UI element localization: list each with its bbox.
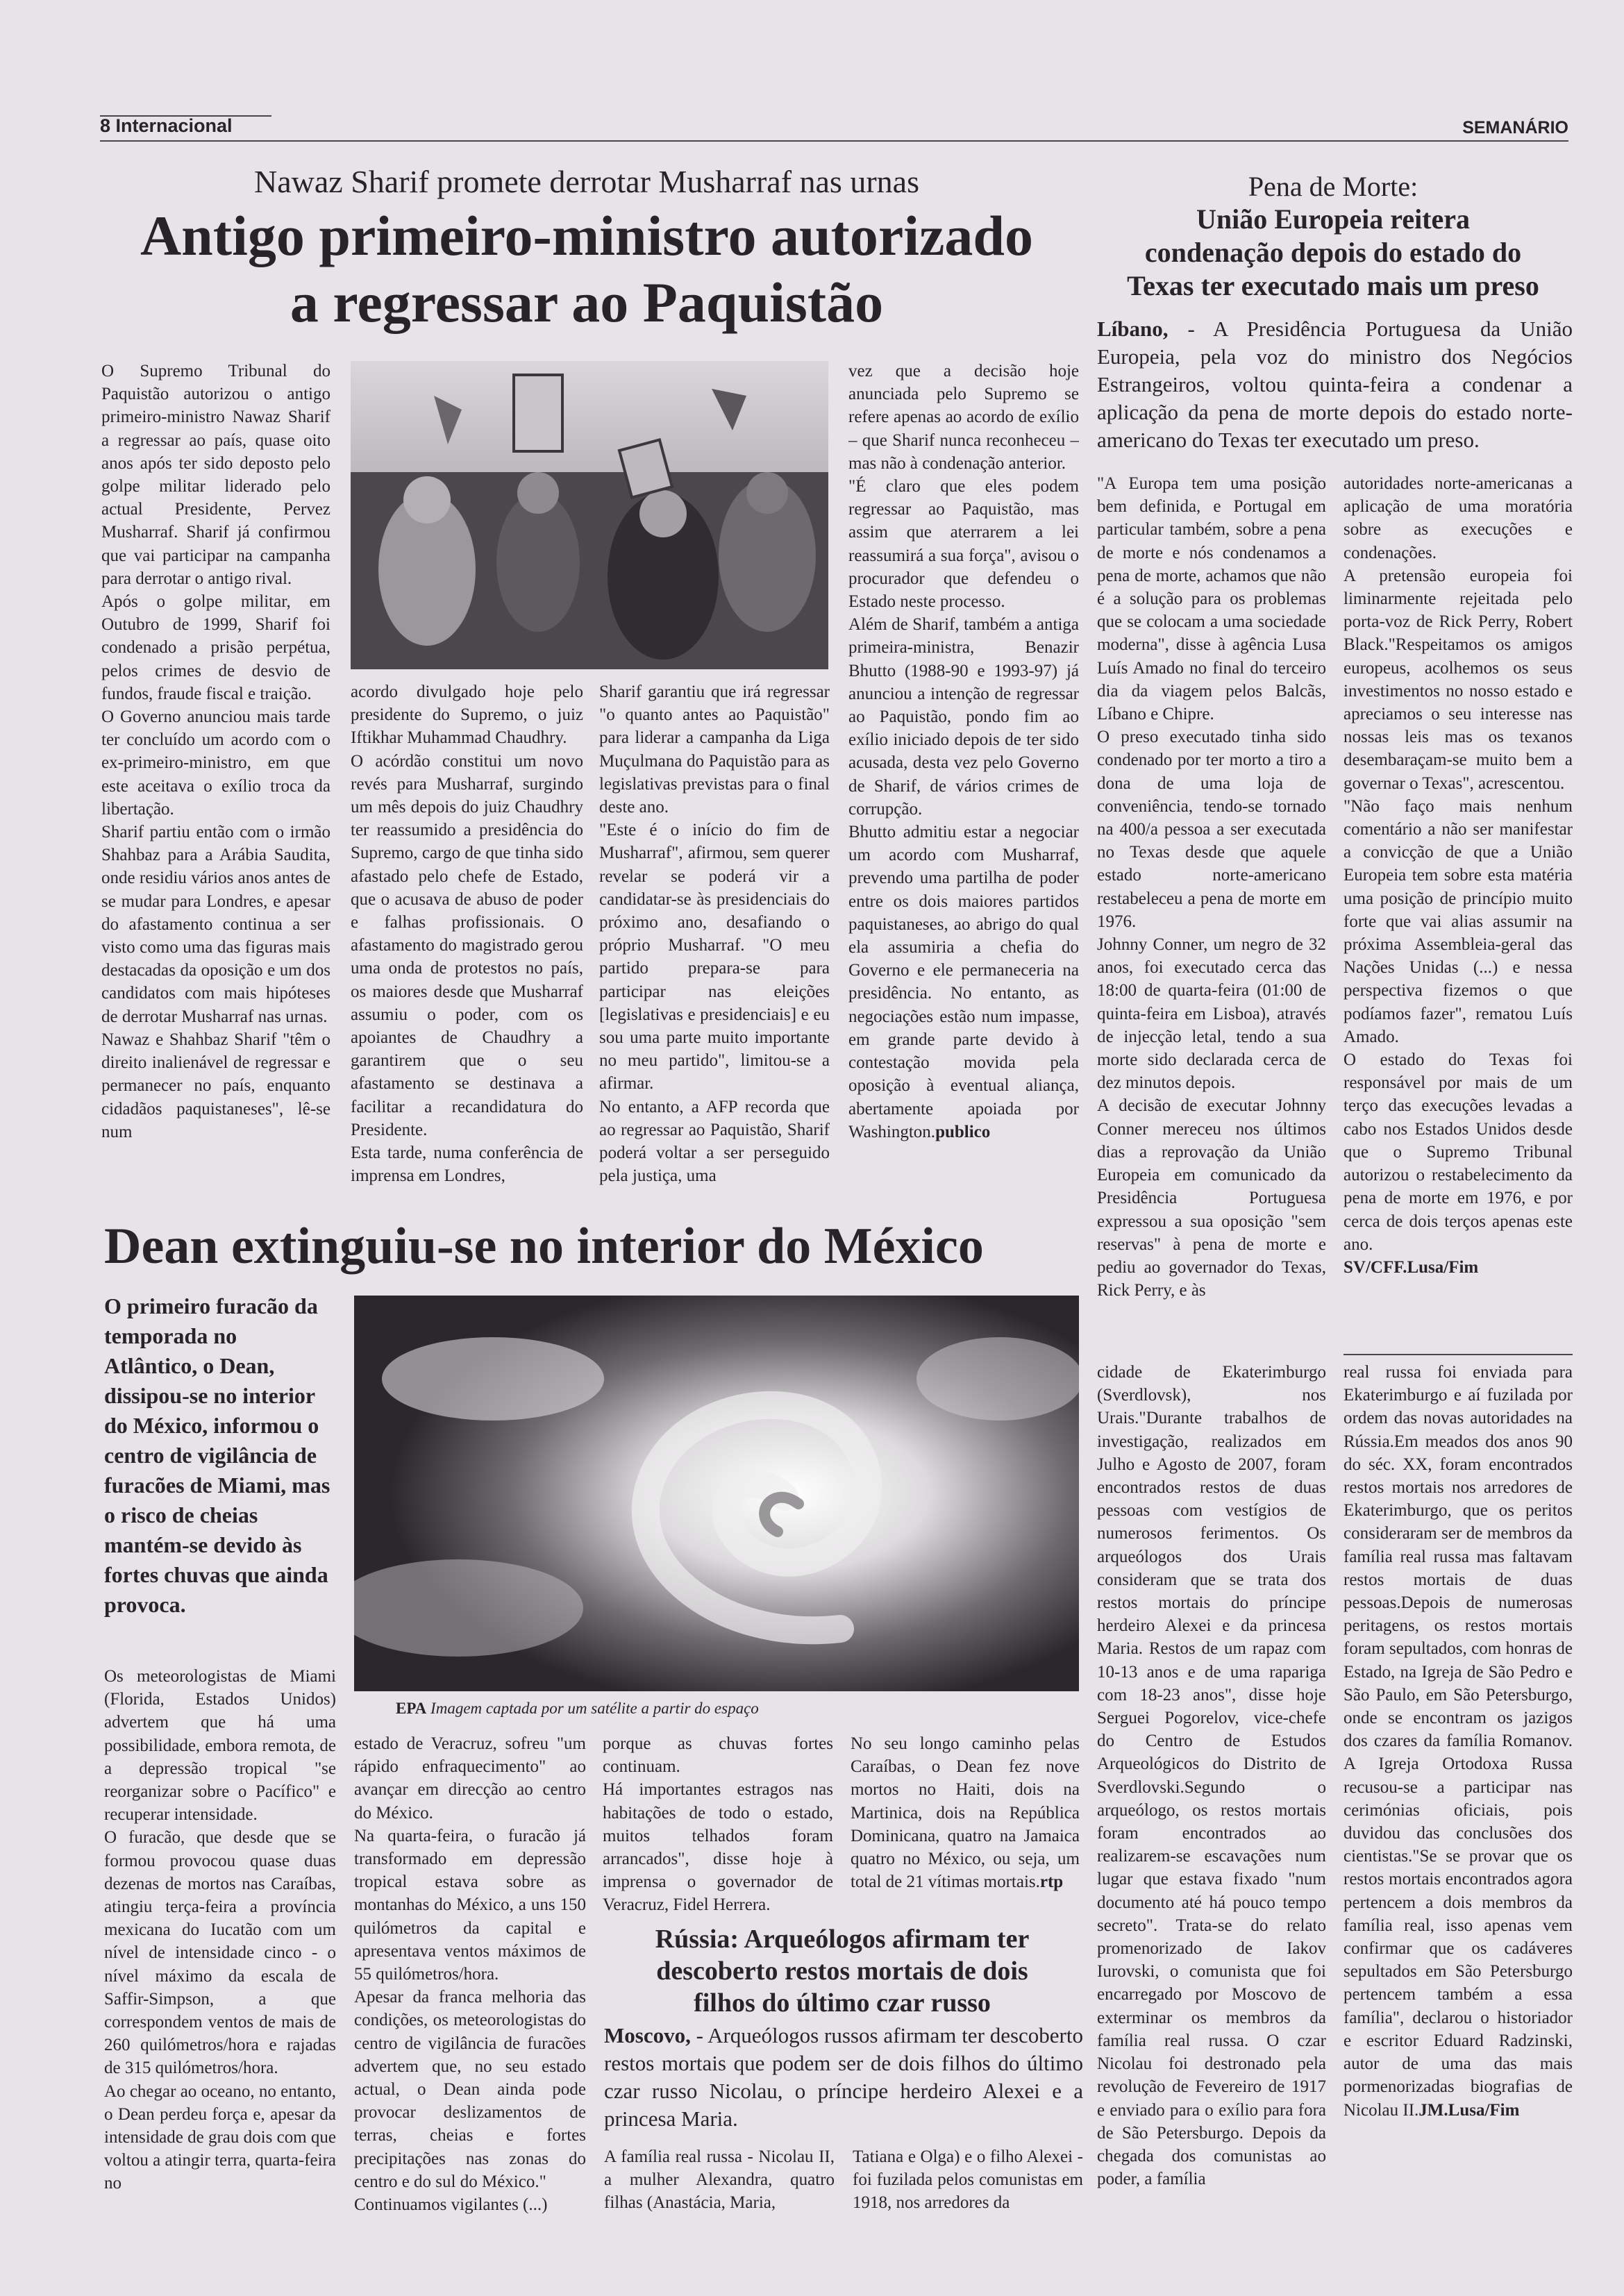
paragraph: Após o golpe militar, em Outubro de 1999, Sharif foi condenado a prisão perpétua, pelos crimes de desvio de fundos, fraude fiscal e traição. [101,592,330,703]
russia-column-2 [853,2145,1083,2222]
paragraph: A decisão de executar Johnny Conner mereceu nos últimos dias a reprovação da União Europeia em comunicado da Presidência Portuguesa expressou a sua oposição "sem reservas" à pena de morte e pediu ao governador do Texas, Rick Perry, e às [1097,1096,1326,1300]
paragraph: Além de Sharif, também a antiga primeira-ministra, Benazir Bhutto (1988-90 e 1993-97) já anunciou a intenção de regressar ao Paquistão, pondo fim ao exílio iniciado depois de ter sido acusada, desta vez pelo Governo de Sharif, de vários crimes de corrupção. [848,615,1079,819]
russia-column-1 [604,2145,835,2222]
satellite-caption [396,1700,759,1718]
paragraph: Sharif garantiu que irá regressar "o quanto antes ao Paquistão" para liderar a campanha da Liga Muçulmana do Paquistão para as legislativas previstas para o final deste ano. [599,682,830,817]
dean-column-4 [851,1732,1080,1920]
death-penalty-column-1 [1097,472,1326,1352]
paragraph [851,1732,1080,1893]
paragraph: Nawaz e Shahbaz Sharif "têm o direito inalienável de regressar e permanecer no país, enquanto cidadãos paquistaneses", lê-se num [101,1030,330,1141]
paragraph: Tatiana e Olga) e o filho Alexei - foi fuzilada pelos comunistas em 1918, nos arredores da [853,2147,1083,2213]
paragraph: Na quarta-feira, o furacão já transformado em depressão tropical estava sobre as montanhas do México, a uns 150 quilómetros da capital e apresentava ventos máximos de 55 quilómetros/hora. [354,1826,586,1984]
russia-column-4 [1343,1361,1573,2222]
sharif-column-2 [351,680,583,1208]
death-penalty-kicker: Pena de Morte: [1248,171,1418,202]
paragraph: Continuamos vigilantes (...) [354,2195,548,2215]
caption-credit: EPA [396,1700,427,1717]
paragraph: autoridades norte-americanas a aplicação de uma moratória sobre as execuções e condenações. [1343,474,1573,562]
paragraph: Há importantes estragos nas habitações de todo o estado, muitos telhados foram arrancados", disse hoje à imprensa o governador de Veracruz, Fidel Herrera. [603,1780,833,1915]
paragraph: O preso executado tinha sido condenado por ter morto a tiro a dona de uma loja de conveniência, tendo-se tornado na 400/a pessoa a ser executada no Texas desde que aquele estado norte-americano restabeleceu a pena de morte em 1976. [1097,728,1326,931]
paragraph: Esta tarde, numa conferência de imprensa em Londres, [351,1143,583,1186]
sharif-kicker: Nawaz Sharif promete derrotar Musharraf nas urnas [254,164,919,199]
death-penalty-headline [1097,171,1569,303]
paragraph: cidade de Ekaterimburgo (Sverdlovsk), nos Urais."Durante trabalhos de investigação, realizados em Julho e Agosto de 2007, foram encontrados restos de duas pessoas com vestígios de numerosos ferimentos. Os arqueólogos dos Urais consideram que se trata dos restos mortais do príncipe herdeiro Alexei e da princesa Maria. Restos de um rapaz com 10-13 anos e de uma rapariga com 18-23 anos", disse hoje Serguei Pogorelov, vice-chefe do Centro de Estudos Arqueológicos do Distrito de Sverdlovski.Segundo o arqueólogo, os restos mortais foram encontrados ao realizarem-se escavações num lugar que estava fixado "num documento até há pouco tempo secreto". Trata-se do relato promenorizado de Iakov Iurovski, o comunista que foi encarregado por Moscovo de exterminar os membros da família real russa. O czar Nicolau foi destronado pela revolução de Fevereiro de 1917 e enviado para o exílio para fora de São Petersburgo. Depois da chegada dos comunistas ao poder, a família [1097,1363,1326,2189]
paragraph [848,821,1079,1143]
paragraph: SV/CFF.Lusa/Fim [1343,1257,1479,1277]
russia-title-line1: Rússia: Arqueólogos afirmam ter [655,1925,1030,1954]
paragraph: Sharif partiu então com o irmão Shahbaz para a Arábia Saudita, onde residiu vários anos antes de se mudar para Londres, e apesar do afastamento continua a ser visto como uma das figuras mais destacadas da oposição e um dos candidatos com mais hipóteses de derrotar Musharraf nas urnas. [101,823,330,1026]
source-credit: rtp [1039,1872,1064,1892]
death-penalty-intro [1097,315,1573,454]
paragraph: "Este é o início do fim de Musharraf", afirmou, sem querer revelar se poderá vir a candidatar-se às presidenciais do próximo ano, desafiando o próprio Musharraf. "O meu partido prepara-se para participar nas eleições [legislativas e presidenciais] e eu sou uma parte muito importante no meu partido", limitou-se a afirmar. [599,821,830,1093]
paragraph: "Não faço mais nenhum comentário a não ser manifestar a convicção de que a União Europeia tem sobre esta matéria uma posição de princípio muito forte que vai alias assumir na próxima Assembleia-geral das Nações Unidas (...) e nessa perspectiva fizemos o que podíamos fazer", rematou Luís Amado. [1343,796,1573,1046]
paragraph: "É claro que eles podem regressar ao Paquistão, mas assim que aterrarem a lei reassumirá a sua força", avisou o procurador que defendeu o Estado neste processo. [848,477,1079,612]
paragraph: Johnny Conner, um negro de 32 anos, foi executado cerca das 18:00 de quarta-feira (01:00 de quinta-feira em Lisboa), através de injecção letal, tendo a sua morte sido declarada cerca de dez minutos depois. [1097,935,1326,1093]
sharif-column-1 [101,360,330,1208]
russia-headline [603,1923,1082,2019]
dean-column-2 [354,1732,586,2222]
satellite-photo [354,1296,1079,1691]
paragraph: O furacão, que desde que se formou provocou quase duas dezenas de mortos nas Caraíbas, atingiu terça-feira a província mexicana do Iucatão com um nível de intensidade cinco - o nível máximo da escala de Saffir-Simpson, a que correspondem ventos de mais de 260 quilómetros/hora e rajadas de 315 quilómetros/hora. [104,1828,336,2078]
paragraph: O estado do Texas foi responsável por mais de um terço das execuções levadas a cabo nos Estados Unidos desde que o Supremo Tribunal autorizou o restabelecimento da pena de morte em 1976, e por cerca de dois terços apenas este ano. [1343,1050,1573,1254]
dean-column-3 [603,1732,833,1920]
page-section: 8 Internacional [100,115,233,136]
dean-headline: Dean extinguiu-se no interior do México [104,1218,984,1275]
paragraph: acordo divulgado hoje pelo presidente do Supremo, o juiz Iftikhar Muhammad Chaudhry. [351,682,583,748]
paragraph-text: No seu longo caminho pelas Caraíbas, o Dean fez nove mortos no Haiti, dois na Martinica, dois na República Dominicana, quatro na Jamaica quatro no México, ou seja, um total de 21 vítimas mortais. [851,1734,1080,1892]
death-penalty-end-rule [1343,1354,1573,1355]
paragraph: Os meteorologistas de Miami (Florida, Estados Unidos) advertem que há uma possibilidade, embora remota, de a depressão tropical "se reorganizar sobre o Pacífico" e recuperar intensidade. [104,1667,336,1825]
intro-text: - Arqueólogos russos afirmam ter descoberto restos mortais que podem ser de dois filhos do último czar russo Nicolau, o príncipe herdeiro Alexei e a princesa Maria. [604,2023,1083,2131]
source-credit: JM.Lusa/Fim [1418,2100,1520,2120]
paragraph: A família real russa - Nicolau II, a mulher Alexandra, quatro filhas (Anastácia, Maria, [604,2147,835,2213]
source-credit: publico [935,1122,991,1141]
russia-column-3 [1097,1361,1326,2222]
dateline: Moscovo, [604,2023,691,2047]
paragraph: porque as chuvas fortes continuam. [603,1734,833,1777]
paragraph: Ao chegar ao oceano, no entanto, o Dean perdeu força e, apesar da intensidade de grau dois com que voltou a atingir terra, quarta-feira no [104,2081,336,2193]
paper-name: SEMANÁRIO [1462,118,1568,137]
death-penalty-title-line2: condenação depois do estado do [1144,237,1522,268]
paragraph: O Supremo Tribunal do Paquistão autorizou o antigo primeiro-ministro Nawaz Sharif a regressar ao país, quase oito anos após ter sido deposto pelo golpe militar liderado pelo actual Presidente, Pervez Musharraf. Sharif já confirmou que vai participar na campanha para derrotar o antigo rival. [101,362,330,588]
paragraph-text: Bhutto admitiu estar a negociar um acordo com Musharraf, prevendo uma partilha de poder entre os dois maiores partidos paquistaneses, ao abrigo do qual ela assumiria a chefia do Governo e ele permaneceria na presidência. No entanto, as negociações estão num impasse, em grande parte devido à contestação movida pela oposição à eventual aliança, abertamente apoiada por Washington. [848,823,1079,1141]
dateline: Líbano, [1097,317,1169,341]
russia-title-line3: filhos do último czar russo [694,1988,991,2018]
paragraph: No entanto, a AFP recorda que ao regressar ao Paquistão, Sharif poderá voltar a ser perseguido pela justiça, uma [599,1097,830,1186]
sharif-headline-line2: a regressar ao Paquistão [290,271,884,334]
paragraph: O Governo anunciou mais tarde ter concluído um acordo com o ex-primeiro-ministro, em que este aceitava o exílio troca da libertação. [101,707,330,819]
paragraph: A pretensão europeia foi liminarmente rejeitada pelo porta-voz de Rick Perry, Robert Black."Respeitamos os amigos europeus, acolhemos os seus investimentos no nosso estado e apreciamos o seu interesse nas nossas leis mas os texanos desembaraçam-se muito bem a governar o Texas", acrescentou. [1343,566,1573,793]
sharif-column-4 [848,360,1079,1208]
paragraph: "A Europa tem uma posição bem definida, e Portugal em particular também, sobre a pena de morte e nós condenamos a pena de morte, achamos que não é a solução para os problemas que se colocam a uma sociedade moderna", disse à agência Lusa Luís Amado no final do terceiro dia da viagem pelos Balcãs, Líbano e Chipre. [1097,474,1326,724]
dean-column-1 [104,1665,336,2222]
dean-lead: O primeiro furacão da temporada no Atlântico, o Dean, dissipou-se no interior do México, informou o centro de vigilância de furacões de Miami, mas o risco de cheias mantém-se devido às fortes chuvas que ainda provoca. [104,1293,330,1617]
sharif-column-3 [599,680,830,1208]
death-penalty-title-line3: Texas ter executado mais um preso [1127,270,1539,301]
paragraph: O acórdão constitui um novo revés para Musharraf, surgindo um mês depois do juiz Chaudhry ter reassumido a presidência do Supremo, cargo de que tinha sido afastado pelo chefe de Estado, que o acusava de abuso de poder e falhas profissionais. O afastamento do magistrado gerou uma onda de protestos no país, os maiores desde que Musharraf assumiu o poder, com os apoiantes de Chaudhry a garantirem que o seu afastamento se destinava a facilitar a recandidatura do Presidente. [351,751,583,1139]
caption-text: Imagem captada por um satélite a partir do espaço [430,1700,759,1717]
sharif-headline [104,203,1069,336]
intro-text: - A Presidência Portuguesa da União Europeia, pela voz do ministro dos Negócios Estrangeiros, voltou quinta-feira a condenar a aplicação da pena de morte depois do estado norte-americano do Texas ter executado um preso. [1097,317,1573,452]
death-penalty-column-2 [1343,472,1573,1352]
paragraph-text: real russa foi enviada para Ekaterimburgo e aí fuzilada por ordem das novas autoridades na Rússia.Em meados dos anos 90 do séc. XX, foram encontrados restos mortais nos arredores de Ekaterimburgo, que os peritos consideraram ser de membros da família real russa mas faltavam restos mortais de duas pessoas.Depois de numerosas peritagens, os restos mortais foram sepultados, com honras de Estado, na Igreja de São Pedro e São Paulo, em São Petersburgo, onde se encontram os jazigos dos czares da família Romanov. A Igreja Ortodoxa Russa recusou-se a participar nas cerimónias oficiais, pois duvidou das conclusões dos cientistas."Se se provar que os restos mortais encontrados agora pertencem a dois membros da família real, isso apenas vem confirmar que os cadáveres sepultados em São Petersburgo pertencem também a essa família", declarou o historiador e escritor Eduard Radzinski, autor de uma das mais pormenorizadas biografias de Nicolau II. [1343,1363,1573,2120]
paragraph [1343,1361,1573,2122]
paragraph: estado de Veracruz, sofreu "um rápido enfraquecimento" ao avançar em direcção ao centro do México. [354,1734,586,1822]
sharif-headline-line1: Antigo primeiro-ministro autorizado [140,204,1034,267]
russia-intro [604,2022,1083,2133]
paragraph: Apesar da franca melhoria das condições, os meteorologistas do centro de vigilância de furacões advertem que, no seu estado actual, o Dean ainda pode provocar deslizamentos de terras, cheias e fortes precipitações nas zonas do centro e do sul do México." [354,1988,586,2191]
russia-title-line2: descoberto restos mortais de dois [656,1956,1028,1986]
header-rule [100,140,1568,142]
paragraph: vez que a decisão hoje anunciada pelo Supremo se refere apenas ao acordo de exílio – que Sharif nunca reconheceu – mas não à condenação anterior. [848,362,1079,473]
protest-photo [351,361,828,669]
death-penalty-title-line1: União Europeia reitera [1196,203,1471,235]
